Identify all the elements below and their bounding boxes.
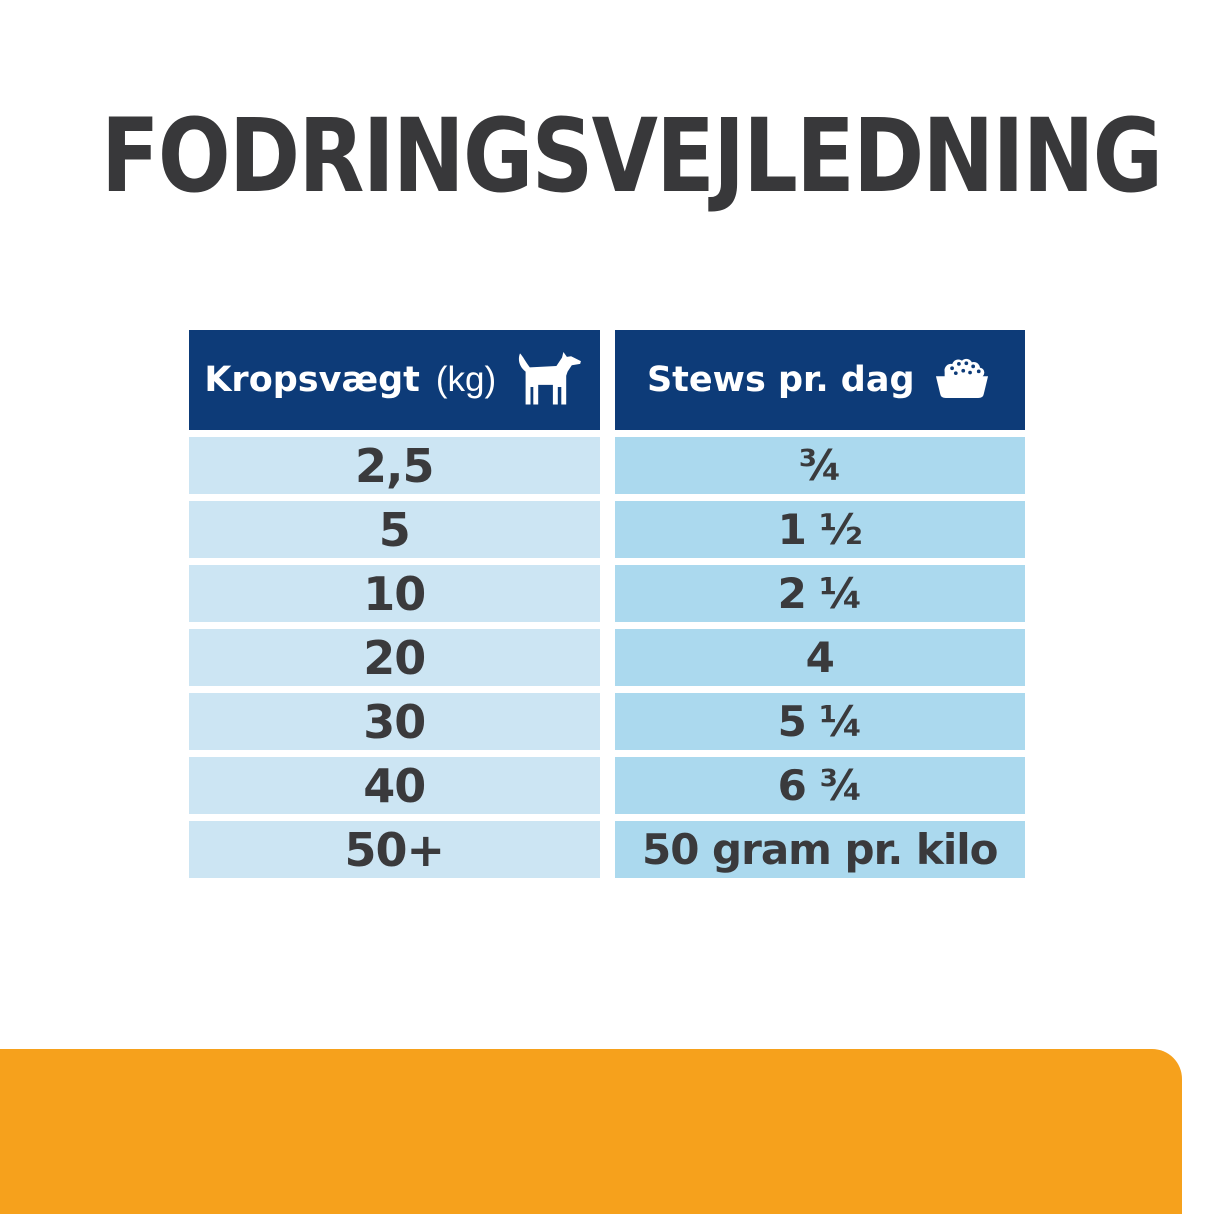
weight-column-label: Kropsvægt bbox=[204, 360, 420, 400]
amount-cell-row-4: 4 bbox=[615, 629, 1026, 686]
amount-cell-row-2: 1 ½ bbox=[615, 501, 1026, 558]
amount-cell-row-6: 6 ¾ bbox=[615, 757, 1026, 814]
weight-cell-row-4: 20 bbox=[189, 629, 600, 686]
weight-cell-row-1: 2,5 bbox=[189, 437, 600, 494]
amount-column-label: Stews pr. dag bbox=[646, 360, 915, 400]
amount-cell-row-5: 5 ¼ bbox=[615, 693, 1026, 750]
header-cell-body-weight bbox=[189, 330, 600, 430]
page-title bbox=[0, 0, 1214, 216]
weight-column-unit: (kg) bbox=[435, 360, 497, 399]
food-bowl-icon bbox=[931, 357, 993, 403]
page-title-text: FODRINGSVEJLEDNING bbox=[100, 97, 1162, 216]
amount-cell-row-3: 2 ¼ bbox=[615, 565, 1026, 622]
weight-cell-row-3: 10 bbox=[189, 565, 600, 622]
header-cell-stews-per-day bbox=[615, 330, 1026, 430]
dog-icon bbox=[512, 352, 584, 408]
bottom-accent-band bbox=[0, 1049, 1182, 1214]
amount-cell-row-7: 50 gram pr. kilo bbox=[615, 821, 1026, 878]
weight-cell-row-6: 40 bbox=[189, 757, 600, 814]
amount-cell-row-1: ¾ bbox=[615, 437, 1026, 494]
weight-cell-row-2: 5 bbox=[189, 501, 600, 558]
weight-cell-row-7: 50+ bbox=[189, 821, 600, 878]
feeding-table bbox=[189, 330, 1025, 878]
weight-cell-row-5: 30 bbox=[189, 693, 600, 750]
